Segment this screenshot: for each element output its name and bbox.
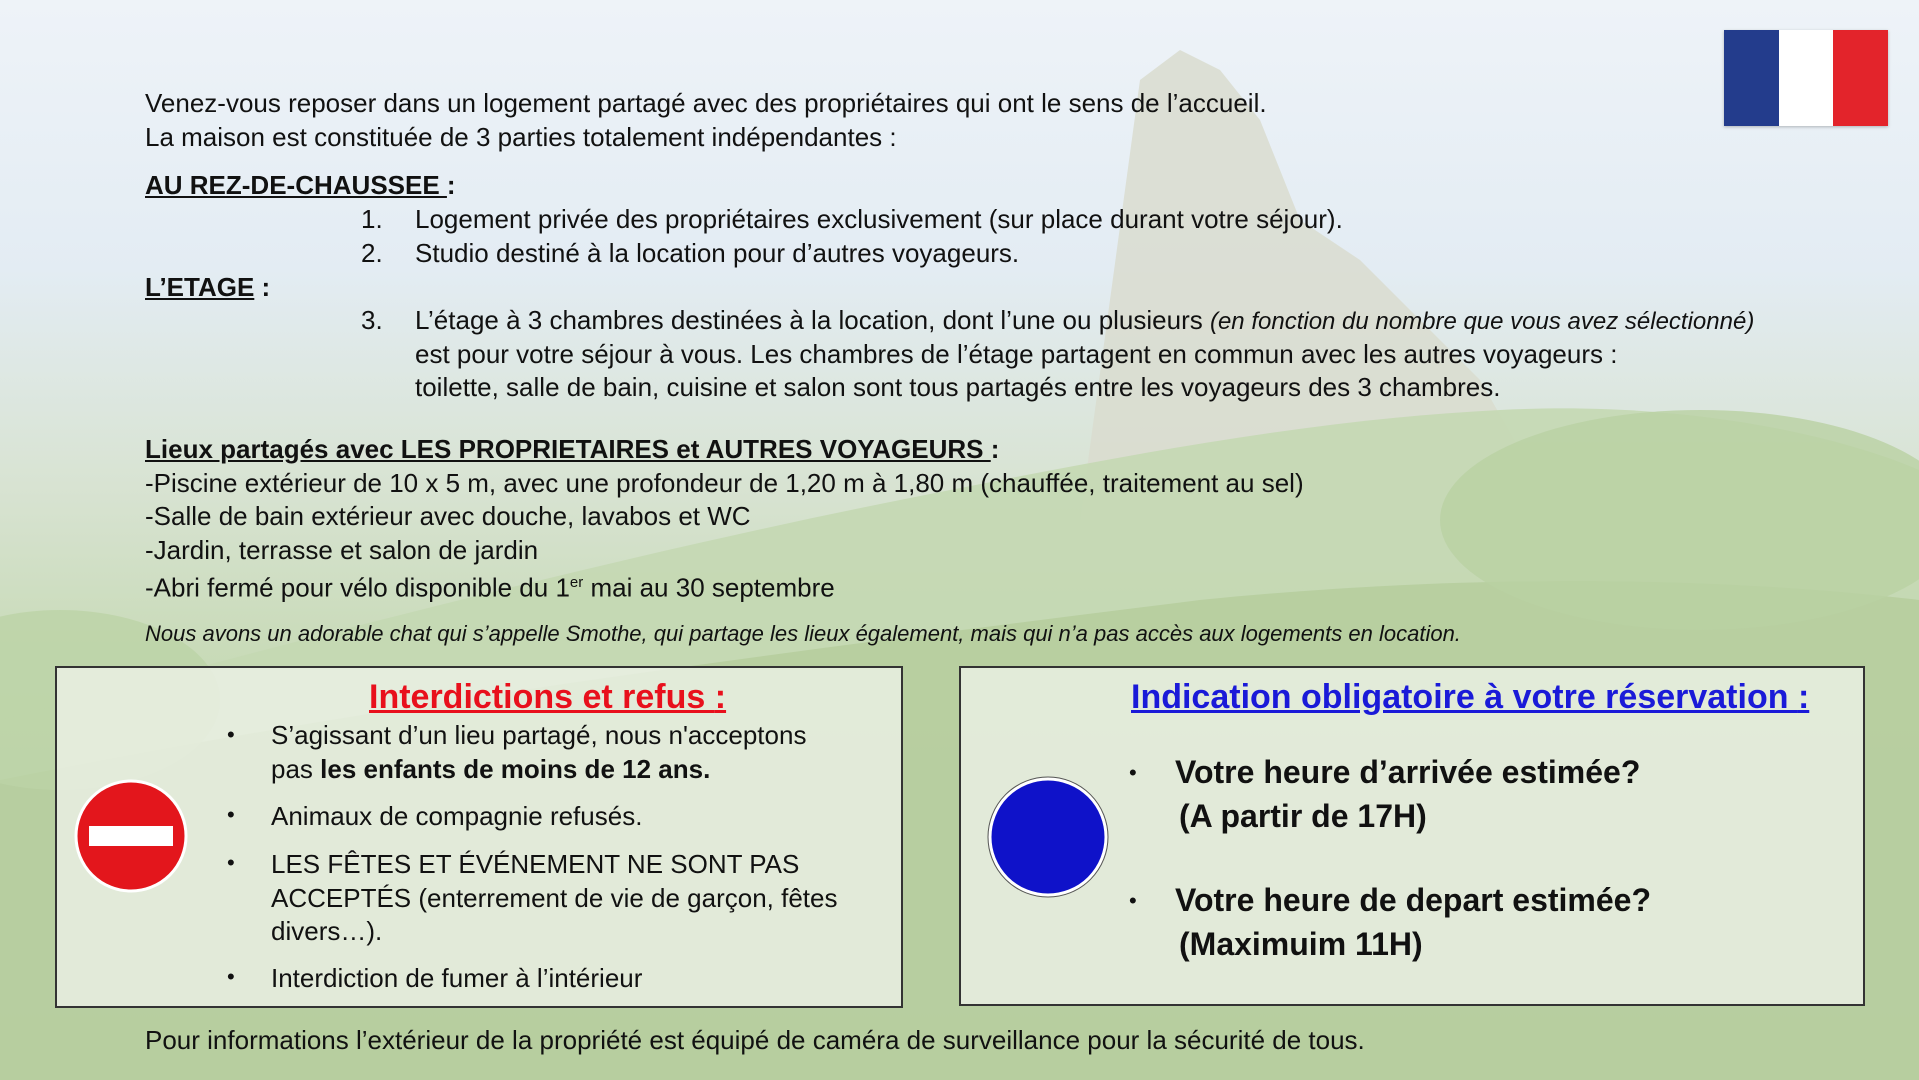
forbidden-item-1-bold: les enfants de moins de 12 ans.	[320, 754, 711, 784]
flag-blue-stripe	[1724, 30, 1779, 126]
forbidden-title-text: Interdictions et refus	[369, 678, 715, 716]
required-title	[1131, 678, 1809, 717]
forbidden-panel	[55, 666, 903, 1008]
shared-item-bathroom: -Salle de bain extérieur avec douche, lavabos et WC	[145, 501, 751, 531]
departure-note: (Maximuim 11H)	[1179, 926, 1423, 962]
shared-heading	[145, 432, 999, 466]
forbidden-item-1-pre: pas	[271, 754, 321, 784]
forbidden-item-3-line-2: ACCEPTÉS (enterrement de vie de garçon, fêtes	[271, 883, 838, 913]
ground-item-1-text: Logement privée des propriétaires exclusivement (sur place durant votre séjour).	[415, 204, 1343, 234]
floor-line1-text: L’étage à 3 chambres destinées à la location, dont l’une ou plusieurs	[415, 305, 1210, 335]
floor-item-3-line-1	[415, 303, 1754, 339]
required-title-text: Indication obligatoire à votre réservation	[1131, 678, 1798, 716]
shared-item-garden: -Jardin, terrasse et salon de jardin	[145, 535, 539, 565]
floor-heading	[145, 270, 270, 304]
forbidden-title	[369, 678, 726, 717]
forbidden-bullet-3: •	[227, 850, 235, 875]
required-bullet-1: •	[1129, 760, 1137, 785]
required-panel	[959, 666, 1865, 1006]
floor-heading-colon: :	[254, 272, 271, 302]
ground-item-2-num: 2.	[361, 238, 383, 268]
forbidden-bullet-2: •	[227, 802, 235, 827]
ground-heading-text: AU REZ-DE-CHAUSSEE	[145, 170, 447, 200]
french-flag-icon	[1724, 30, 1888, 126]
bike-pre: -Abri fermé pour vélo disponible du 1	[145, 572, 570, 603]
ground-heading-colon: :	[446, 170, 456, 200]
shared-heading-colon: :	[990, 434, 1000, 464]
ground-item-1-num: 1.	[361, 204, 383, 234]
floor-item-3-num: 3.	[361, 305, 383, 335]
forbidden-item-1-line-2	[271, 752, 710, 786]
floor-item-3-line-3: toilette, salle de bain, cuisine et salon sont tous partagés entre les voyageurs des 3 chambres.	[415, 372, 1501, 402]
intro-line-1: Venez-vous reposer dans un logement partagé avec des propriétaires qui ont le sens de l’accueil.	[145, 88, 1267, 118]
floor-line1-italic: (en fonction du nombre que vous avez sélectionné)	[1209, 308, 1755, 335]
flag-white-stripe	[1779, 30, 1834, 126]
forbidden-item-2: Animaux de compagnie refusés.	[271, 801, 643, 831]
forbidden-item-3-line-1: LES FÊTES ET ÉVÉNEMENT NE SONT PAS	[271, 849, 800, 879]
bike-post: mai au 30 septembre	[583, 572, 835, 603]
floor-item-3-line-2: est pour votre séjour à vous. Les chambres de l’étage partagent en commun avec les autres voyageurs :	[415, 339, 1618, 369]
ground-item-2-text: Studio destiné à la location pour d’autres voyageurs.	[415, 238, 1020, 268]
forbidden-bullet-4: •	[227, 964, 235, 989]
intro-line-2: La maison est constituée de 3 parties totalement indépendantes :	[145, 122, 897, 152]
no-entry-sign-icon	[73, 778, 189, 894]
floor-heading-text: L’ETAGE	[145, 272, 255, 302]
bike-sup: er	[569, 574, 584, 591]
forbidden-item-3-line-3: divers…).	[271, 916, 383, 946]
shared-item-pool: -Piscine extérieur de 10 x 5 m, avec une profondeur de 1,20 m à 1,80 m (chauffée, traitement au sel)	[145, 468, 1304, 498]
shared-item-bike	[145, 566, 835, 605]
forbidden-item-1-line-1: S’agissant d’un lieu partagé, nous n'acceptons	[271, 720, 807, 750]
arrival-question: Votre heure d’arrivée estimée?	[1175, 754, 1641, 790]
forbidden-item-4: Interdiction de fumer à l’intérieur	[271, 963, 643, 993]
required-title-colon: :	[1797, 678, 1810, 716]
shared-heading-text: Lieux partagés avec LES PROPRIETAIRES et AUTRES VOYAGEURS	[145, 434, 991, 464]
forbidden-bullet-1: •	[227, 722, 235, 747]
cat-note: Nous avons un adorable chat qui s’appelle Smothe, qui partage les lieux également, mais qui n’a pas accès aux logements en location.	[145, 621, 1461, 646]
footer-note: Pour informations l’extérieur de la propriété est équipé de caméra de surveillance pour la sécurité de tous.	[145, 1025, 1365, 1055]
ground-floor-heading	[145, 168, 456, 202]
departure-question: Votre heure de depart estimée?	[1175, 882, 1651, 918]
required-bullet-2: •	[1129, 888, 1137, 913]
forbidden-title-colon: :	[714, 678, 727, 716]
flag-red-stripe	[1833, 30, 1888, 126]
mandatory-sign-icon	[987, 776, 1109, 898]
arrival-note: (A partir de 17H)	[1179, 798, 1427, 834]
